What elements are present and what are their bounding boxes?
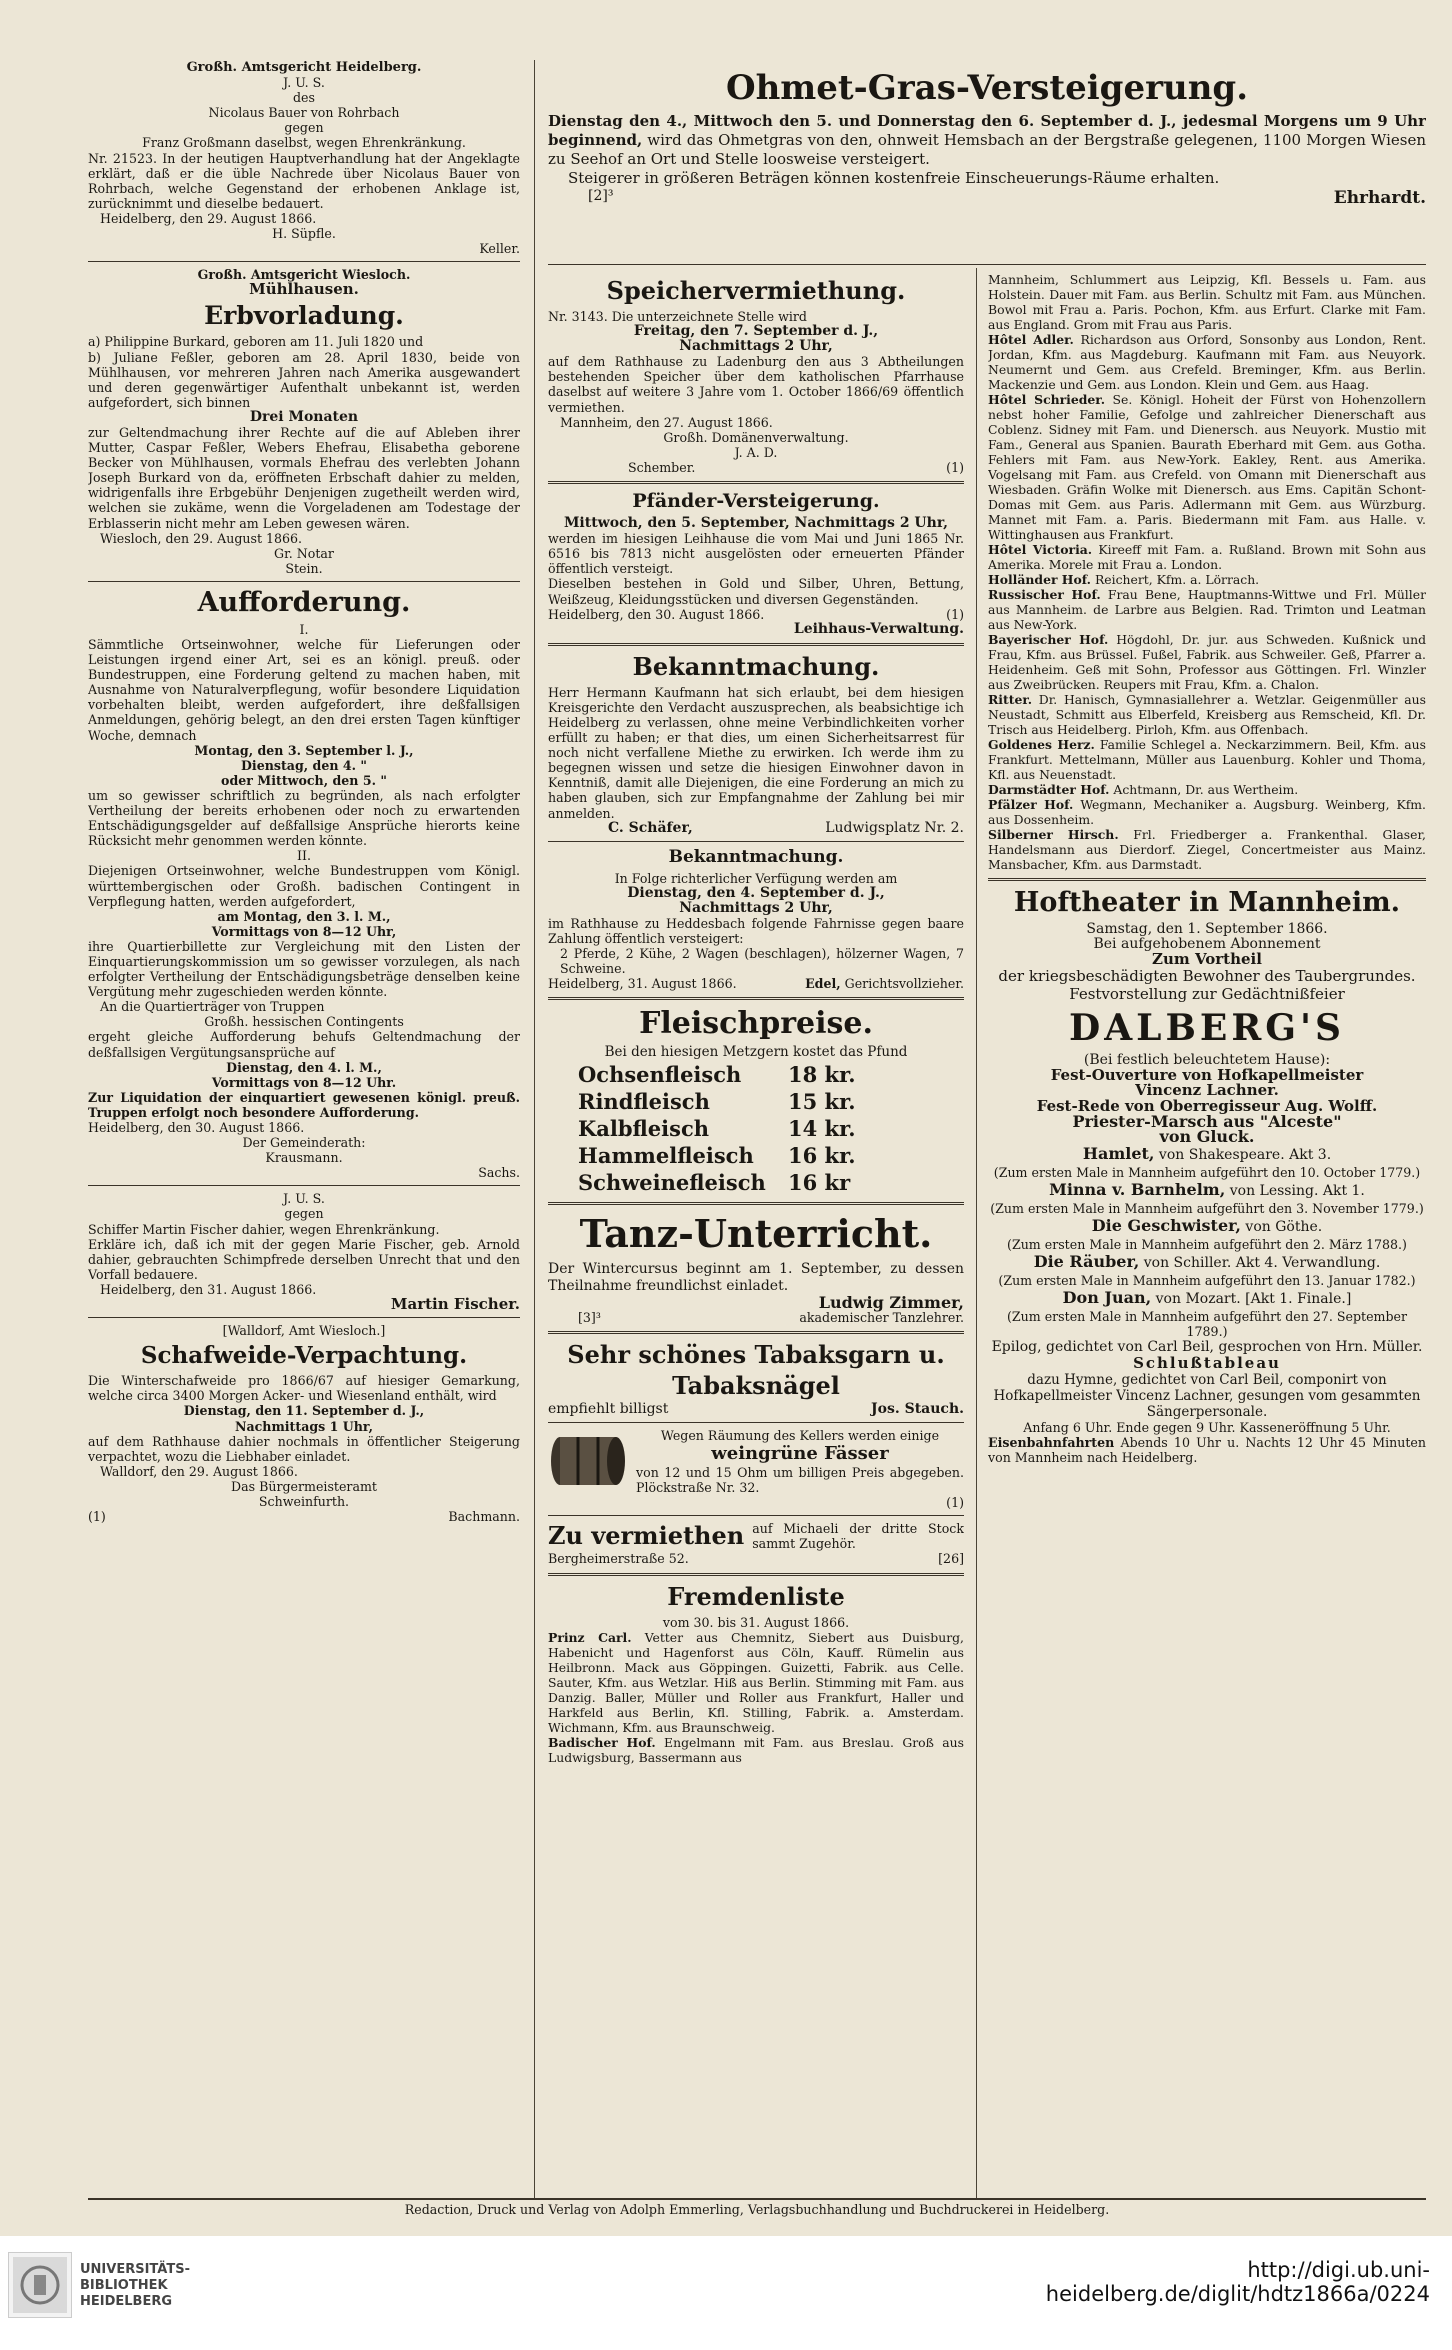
guest-entry [988, 827, 1426, 872]
aufforderung-title: Aufforderung. [197, 586, 411, 618]
address: Bergheimerstraße 52. [548, 1551, 689, 1567]
divider [548, 997, 964, 1000]
place-heading: [Walldorf, Amt Wiesloch.] [222, 1323, 386, 1339]
signature: J. A. D. [734, 444, 778, 460]
notice-text: Die Winterschafweide pro 1866/67 auf hiesiger Gemarkung, welche circa 3400 Morgen Acker- und Wiesenland enthält, wird [88, 1373, 520, 1404]
divider [548, 1515, 964, 1516]
program-item: Fest-Rede von Oberregisseur Aug. Wolff. [1036, 1096, 1378, 1115]
date-line: Heidelberg, den 31. August 1866. [100, 1281, 317, 1297]
date-line: am Montag, den 3. l. M., [217, 908, 391, 924]
signature: Edel, [805, 976, 841, 992]
fremdenliste-title: Fremdenliste [667, 1581, 845, 1611]
signature: Sachs. [478, 1165, 520, 1181]
notice-text: Schiffer Martin Fischer dahier, wegen Ehrenkränkung. [88, 1221, 440, 1237]
signature: Großh. Domänenverwaltung. [663, 429, 849, 445]
divider [88, 261, 520, 262]
program-item: dazu Hymne, gedichtet von Carl Beil, componirt von Hofkapellmeister Vincenz Lachner, gesungen vom gesammten Sängerpersonale. [993, 1371, 1421, 1420]
guest-entry [548, 1630, 964, 1735]
date-line: Heidelberg, den 30. August 1866. [548, 606, 765, 622]
date-line: oder Mittwoch, den 5. " [221, 772, 387, 788]
signature: Keller. [479, 241, 520, 257]
hotel-name: Pfälzer Hof. [988, 797, 1074, 812]
date-line: Nachmittags 2 Uhr, [679, 338, 833, 355]
text: gegen [284, 120, 324, 136]
hotel-name: Hôtel Schrieder. [988, 392, 1106, 407]
guest-list: Richardson aus Orford, Sonsonby aus London, Rent. Jordan, Kfm. aus Magdeburg. Kaufmann mit Fam. aus Neuyork. Neumernt und Gem. aus Crefeld. Breminger, Kfm. aus Berlin. Mackenzie und Gem. aus London. Klein und Gem. aus Haag. [988, 332, 1426, 392]
play-note: (Zum ersten Male in Mannheim aufgeführt den 2. März 1788.) [1007, 1237, 1407, 1253]
guest-list: Se. Königl. Hoheit der Fürst von Hohenzollern nebst hoher Familie, Gefolge und zahlreicher Dienerschaft aus Coblenz. Sidney mit Fam. und Dienersch. aus Neuyork. Mustio mit Fam., General aus Spanien. Baurath Eberhard mit Gem. aus Gotha. Fehlers mit Fam. aus New-York. Eakley, Rent. aus Amerika. Vogelsang mit Fam. aus Crefeld. von Omann mit Dienerschaft aus Wiesbaden. Gräfin Wolke mit Dienersch. aus Ems. Capitän Schont-Domas mit Gem. aus Paris. Adlermann mit Gem. aus Würzburg. Mannet mit Fam. a. Paris. Biedermann mit Fam. aus Halle. v. Wittinghausen aus Frankfurt. [988, 392, 1426, 542]
notice-text: der kriegsbeschädigten Bewohner des Taubergrundes. [998, 967, 1416, 986]
text: Nicolaus Bauer von Rohrbach [208, 105, 400, 121]
guest-list: Engelmann mit Fam. aus Breslau. Groß aus Ludwigsburg, Bassermann aus [548, 1734, 964, 1765]
rail-heading: Eisenbahnfahrten [988, 1434, 1115, 1450]
emphasis-line: Zum Vortheil [1152, 950, 1262, 969]
ad-number: [2]³ [588, 188, 614, 204]
notice-text [988, 1435, 1426, 1465]
divider [988, 878, 1426, 881]
notice-text: (Bei festlich beleuchtetem Hause): [1083, 1052, 1331, 1069]
divider [88, 1317, 520, 1318]
hotel-name: Bayerischer Hof. [988, 632, 1109, 647]
library-name[interactable] [80, 2262, 190, 2310]
guest-list: Dr. Hanisch, Gymnasiallehrer a. Wetzlar. Geigenmüller aus Neustadt, Schmitt aus Elberfeld, Kreisberg aus Remscheid, Kfl. Dr. Trisch aus Heidelberg. Pirloh, Kfm. aus Offenbach. [988, 692, 1426, 737]
notice-text: empfiehlt billigst [548, 1400, 669, 1417]
library-name-line: HEIDELBERG [80, 2294, 173, 2309]
signature: Das Bürgermeisteramt [231, 1478, 377, 1494]
play-author: von Lessing. Akt 1. [1225, 1182, 1365, 1199]
guest-list: Kireeff mit Fam. a. Rußland. Brown mit Sohn aus Amerika. Morele mit Frau a. London. [988, 542, 1426, 572]
library-logo[interactable] [8, 2252, 72, 2318]
hotel-name: Badischer Hof. [548, 1734, 656, 1750]
play-note: (Zum ersten Male in Mannheim aufgeführt den 13. Januar 1782.) [998, 1273, 1416, 1289]
meat-price: 16 kr. [788, 1142, 856, 1168]
closing-row [548, 1551, 964, 1566]
signature: Stein. [285, 560, 323, 576]
date-line: Freitag, den 7. September d. J., [633, 323, 879, 340]
court-heading: Großh. Amtsgericht Wiesloch. [197, 267, 411, 283]
meat-name: Hammelfleisch [578, 1142, 754, 1168]
place-heading: Mühlhausen. [249, 280, 359, 299]
guest-entry [548, 1735, 964, 1765]
signature: Bachmann. [448, 1509, 520, 1525]
closing-row [88, 1509, 520, 1524]
hotel-name: Ritter. [988, 692, 1033, 707]
hotel-name: Goldenes Herz. [988, 737, 1095, 752]
play-author: von Shakespeare. Akt 3. [1154, 1146, 1332, 1163]
notice-text: Diejenigen Ortseinwohner, welche Bundestruppen vom Königl. württembergischen oder Großh. badischen Contingent in Verpflegung hatten, werden aufgefordert, [88, 863, 520, 909]
tanz-title: Tanz-Unterricht. [579, 1210, 933, 1256]
signature: Ehrhardt. [1333, 188, 1426, 208]
play-title: Hamlet, [1082, 1143, 1155, 1163]
meat-name: Ochsenfleisch [578, 1061, 742, 1087]
notice-text: Erkläre ich, daß ich mit der gegen Marie Fischer, geb. Arnold dahier, gebrauchten Schimpfrede derselben Unrecht that und den Vorfall bedauere. [88, 1236, 520, 1282]
pfaender-title: Pfänder-Versteigerung. [632, 490, 880, 513]
guest-entry [988, 392, 1426, 542]
closing-row [548, 607, 964, 622]
ad-number: (1) [88, 1509, 106, 1525]
meat-name: Schweinefleisch [578, 1169, 766, 1195]
column-rule-left [534, 60, 535, 2198]
guest-entry [988, 797, 1426, 827]
date-line: Heidelberg, den 29. August 1866. [100, 210, 317, 226]
ad-number: (1) [946, 606, 964, 622]
guest-list: Frau Bene, Hauptmanns-Wittwe und Frl. Müller aus Mannheim. de Larbre aus Belgien. Rad. Trimton und Leatman aus New-York. [988, 587, 1426, 632]
program-item: Schlußtableau [1133, 1354, 1281, 1373]
price-row [578, 1115, 964, 1142]
text: des [293, 90, 315, 106]
price-table [548, 1061, 964, 1196]
date-line: Heidelberg, 31. August 1866. [548, 976, 737, 992]
ius-heading: J. U. S. [283, 75, 325, 91]
roman-numeral: II. [297, 848, 311, 864]
column-left [88, 60, 520, 2100]
notice-text: Nr. 3143. Die unterzeichnete Stelle wird [548, 309, 807, 324]
guest-list: Reichert, Kfm. a. Lörrach. [1094, 572, 1260, 587]
date-line: Montag, den 3. September l. J., [194, 742, 414, 758]
notice-text: Bei den hiesigen Metzgern kostet das Pfund [604, 1044, 908, 1061]
date-line: Nachmittags 2 Uhr, [679, 899, 833, 916]
date-line: Wiesloch, den 29. August 1866. [100, 530, 303, 546]
court-heading: Großh. Amtsgericht Heidelberg. [186, 60, 422, 75]
divider [88, 1185, 520, 1186]
signature-title: Gerichtsvollzieher. [844, 976, 964, 992]
notice-text: ergeht gleiche Aufforderung behufs Geltendmachung der deßfallsigen Vergütungsansprüche auf [88, 1029, 520, 1060]
notice-text: zur Geltendmachung ihrer Rechte auf die auf Ableben ihrer Mutter, Caspar Feßler, Webers Ehefrau, Elisabetha geborene Becker von Mühlhausen, vormals Ehefrau des verlebten Johann Joseph Burkard von da, eröffneten Erbschaft dahier zu melden, widrigenfalls ihre Erbgebühr Denjenigen zugetheilt werden wird, welchen sie zukäme, wenn die Vorgeladenen am Todestage der Erblasserin nicht mehr am Leben gewesen wären. [88, 424, 520, 531]
signature: Ludwig Zimmer, [818, 1292, 964, 1312]
notice-text: Festvorstellung zur Gedächtnißfeier [1069, 985, 1345, 1004]
divider [548, 841, 964, 842]
notice-text: um so gewisser schriftlich zu begründen, als nach erfolgter Vertheilung der bereits erhobenen oder noch zu erwartenden Entschädigungsgelder auf deßfallsige Ansprüche hierorts keine Rücksicht mehr genommen werden könnte. [88, 787, 520, 849]
guest-entry [988, 737, 1426, 782]
closing-row [548, 976, 964, 991]
notice-text: im Rathhause zu Heddesbach folgende Fahrnisse gegen baare Zahlung öffentlich versteigert: [548, 916, 964, 947]
guest-list: Mannheim, Schlummert aus Leipzig, Kfl. Bessels u. Fam. aus Holstein. Dauer mit Fam. aus Berlin. Schultz mit Fam. aus München. Bowol mit Frau a. Paris. Pochon, Kfm. aus Erfurt. Clarke mit Fam. aus England. Grom mit Frau aus Paris. [988, 272, 1426, 332]
closing-row [548, 460, 964, 475]
play-entry [988, 1216, 1426, 1237]
meat-price: 14 kr. [788, 1115, 856, 1141]
hotel-name: Prinz Carl. [548, 1629, 632, 1645]
date-line: Heidelberg, den 30. August 1866. [88, 1120, 305, 1135]
ius-heading: J. U. S. [283, 1191, 325, 1207]
guest-entry [988, 542, 1426, 572]
date-line: Vormittags von 8—12 Uhr, [211, 923, 397, 939]
ad-text [548, 112, 1426, 169]
notice-text: Dieselben bestehen in Gold und Silber, Uhren, Bettung, Weißzeug, Kleidungsstücken und diversen Gegenständen. [548, 576, 964, 607]
hotel-name: Hôtel Adler. [988, 332, 1074, 347]
vermiethen-ad [548, 1521, 964, 1551]
guest-entry [988, 692, 1426, 737]
vermiethen-title: Zu vermiethen [548, 1521, 745, 1551]
fleischpreise-title: Fleischpreise. [639, 1006, 873, 1042]
closing-row [548, 1402, 964, 1417]
play-note: (Zum ersten Male in Mannheim aufgeführt den 27. September 1789.) [1006, 1309, 1408, 1340]
meat-price: 15 kr. [788, 1088, 856, 1114]
date-line: Dienstag, den 4. " [241, 757, 367, 773]
notice-text: a) Philippine Burkard, geboren am 11. Juli 1820 und [88, 334, 424, 350]
ad-body: wird das Ohmetgras von den, ohnweit Hemsbach an der Bergstraße gelegenen, 1100 Morgen Wiesen zu Seehof an Ort und Stelle loosweise versteigert. [548, 131, 1426, 168]
tabak-title: Tabaksnägel [672, 1370, 840, 1400]
guest-entry [988, 782, 1426, 797]
date-line: Walldorf, den 29. August 1866. [100, 1463, 298, 1479]
notice-text: Nr. 21523. In der heutigen Hauptverhandlung hat der Angeklagte erklärt, daß er die üble Nachrede über Nicolaus Bauer von Rohrbach, welche Gegenstand der erhobenen Anklage ist, zurücknimmt und dieselbe bedauert. [88, 150, 520, 211]
signature: Jos. Stauch. [871, 1400, 964, 1417]
imprint-footer: Redaction, Druck und Verlag von Adolph Emmerling, Verlagsbuchhandlung und Buchdruckerei in Heidelberg. [404, 2202, 1110, 2217]
signature: Der Gemeinderath: [242, 1135, 366, 1151]
hotel-name: Russischer Hof. [988, 587, 1101, 602]
signature: Leihhaus-Verwaltung. [793, 620, 964, 637]
ad-number: (1) [946, 1495, 964, 1511]
divider [548, 1202, 964, 1205]
guest-entry [988, 332, 1426, 392]
meat-price: 16 kr [788, 1169, 851, 1195]
signature: Martin Fischer. [390, 1295, 520, 1314]
ad-number: [26] [938, 1551, 964, 1567]
notice-text: Herr Hermann Kaufmann hat sich erlaubt, bei dem hiesigen Kreisgerichte den Verdacht auszusprechen, als beabsichtige ich Heidelberg zu verlassen, ohne meine Verbindlichkeiten vorher erfüllt zu haben; er that dies, um einen Sicherheitsarrest für noch nicht verfallene Miethe zu erwirken. Ich werde ihm zu begegnen wissen und setze die hiesigen Einwohner davon in Kenntniß, damit alle Diejenigen, die eine Forderung an mich zu haben glauben, sich zur Empfangnahme der Zahlung bei mir anmelden. [548, 684, 964, 821]
meat-name: Kalbfleisch [578, 1115, 710, 1141]
notice-text: 2 Pferde, 2 Kühe, 2 Wagen (beschlagen), hölzerner Wagen, 7 Schweine. [560, 946, 964, 977]
divider [548, 1331, 964, 1334]
notice-text: Wegen Räumung des Kellers werden einige [660, 1427, 940, 1443]
price-row [578, 1142, 964, 1169]
play-entry [988, 1252, 1426, 1273]
signature: Gr. Notar [274, 545, 334, 561]
signature: C. Schäfer, [608, 819, 693, 836]
address: Ludwigsplatz Nr. 2. [825, 819, 964, 836]
library-seal-icon [9, 2253, 71, 2317]
play-entry [988, 1180, 1426, 1201]
divider [548, 264, 1426, 265]
notice-text: b) Juliane Feßler, geboren am 28. April 1830, beide von Mühlhausen, vor mehreren Jahren nach Amerika ausgewandert und deren gegenwärtiger Aufenthalt unbekannt ist, werden aufgefordert, sich binnen [88, 349, 520, 410]
ad-number: [3]³ [578, 1309, 601, 1325]
faesser-ad [548, 1428, 964, 1510]
closing-row [548, 821, 964, 836]
guest-entry [988, 572, 1426, 587]
meat-name: Rindfleisch [578, 1088, 710, 1114]
hoftheater-title: Hoftheater in Mannheim. [1013, 887, 1401, 918]
date-line: Dienstag, den 11. September d. J., [183, 1403, 425, 1419]
bekanntmachung-title: Bekanntmachung. [632, 651, 880, 681]
ad-number: (1) [946, 459, 964, 475]
column-rule-right [976, 268, 977, 2198]
notice-text: auf dem Rathhause dahier nochmals in öffentlicher Steigerung verpachtet, wozu die Liebhaber einladet. [88, 1433, 520, 1464]
closing-row [548, 1310, 964, 1325]
footer-rule [88, 2198, 1426, 2200]
column-middle [548, 272, 964, 2192]
schafweide-title: Schafweide-Verpachtung. [140, 1342, 468, 1370]
signature: Krausmann. [265, 1150, 343, 1166]
guest-list: Familie Schlegel a. Neckarzimmern. Beil, Kfm. aus Frankfurt. Mettelmann, Müller aus Lauenburg. Kohler und Thoma, Kfl. aus Neuenstadt. [988, 737, 1426, 782]
play-note: (Zum ersten Male in Mannheim aufgeführt den 10. October 1779.) [993, 1164, 1421, 1180]
price-row [578, 1061, 964, 1088]
play-author: von Göthe. [1240, 1219, 1323, 1236]
erbvorladung-title: Erbvorladung. [204, 301, 404, 331]
program-item: Epilog, gedichtet von Carl Beil, gesprochen von Hrn. Müller. [991, 1339, 1423, 1356]
date-line: Dienstag, den 4. September d. J., [627, 884, 885, 901]
signature: Schember. [628, 459, 696, 475]
price-row [578, 1169, 964, 1196]
date-line: Mannheim, den 27. August 1866. [560, 414, 773, 430]
guest-list: Wegmann, Mechaniker a. Augsburg. Weinberg, Kfm. aus Dossenheim. [988, 797, 1426, 827]
tabak-title: Sehr schönes Tabaksgarn u. [567, 1339, 945, 1369]
date-line: Samstag, den 1. September 1866. [1086, 921, 1328, 937]
divider [548, 643, 964, 646]
rail-times: Abends 10 Uhr u. Nachts 12 Uhr 45 Minuten von Mannheim nach Heidelberg. [988, 1434, 1426, 1465]
guest-list: Achtmann, Dr. aus Wertheim. [1113, 782, 1299, 797]
notice-text: An die Quartierträger von Truppen [100, 999, 325, 1015]
divider [548, 1573, 964, 1576]
ohmet-title: Ohmet-Gras-Versteigerung. [725, 68, 1249, 108]
emphasis-line: weingrüne Fässer [711, 1442, 889, 1464]
dalberg-title: DALBERG'S [1068, 1007, 1345, 1050]
date-line: Vormittags von 8—12 Uhr. [211, 1074, 397, 1090]
play-author: von Mozart. [Akt 1. Finale.] [1151, 1291, 1352, 1308]
text: Franz Großmann daselbst, wegen Ehrenkränkung. [142, 135, 466, 151]
play-title: Minna v. Barnhelm, [1049, 1179, 1226, 1199]
barrel-icon [548, 1432, 628, 1490]
ad-footer [548, 188, 1426, 208]
column-right [988, 272, 1426, 2192]
play-author: von Schiller. Akt 4. Verwandlung. [1139, 1255, 1381, 1272]
notice-text: auf dem Rathhause zu Ladenburg den aus 3 Abtheilungen bestehenden Speicher über dem katholischen Pfarrhause daselbst auf weitere 3 Jahre vom 1. October 1866/69 öffentlich vermiethen. [548, 354, 964, 415]
program-item: von Gluck. [1159, 1126, 1255, 1146]
library-name-line: BIBLIOTHEK [80, 2278, 168, 2293]
notice-text: Anfang 6 Uhr. Ende gegen 9 Uhr. Kasseneröffnung 5 Uhr. [1023, 1419, 1391, 1435]
notice-text: Bei aufgehobenem Abonnement [1093, 936, 1321, 953]
program-item: Vincenz Lachner. [1135, 1081, 1279, 1100]
ohmet-gras-ad [548, 60, 1426, 266]
ad-dates: Dienstag den 4., Mittwoch den 5. und Donnerstag den 6. September d. J., jedesmal Morgens um 9 Uhr beginnend, [548, 112, 1426, 149]
hotel-name: Holländer Hof. [988, 572, 1091, 587]
divider [88, 581, 520, 582]
guest-list: Högdohl, Dr. jur. aus Schweden. Kußnick und Frau, Kfm. aus Brüssel. Fußel, Fabrik. aus Schweiler. Geß, Pfarrer a. Heidenheim. Geß mit Sohn, Professor aus Göttingen. Frl. Winzler aus Zweibrücken. Reupers mit Frau, Kfm. a. Chalon. [988, 632, 1426, 692]
play-title: Don Juan, [1062, 1288, 1152, 1308]
ad-text: Steigerer in größeren Beträgen können kostenfreie Einscheuerungs-Räume erhalten. [568, 169, 1220, 187]
guest-list: Frl. Friedberger a. Frankenthal. Glaser, Handelsmann aus Dierdorf. Ziegel, Concertmeister aus Mainz. Mansbacher, Kfm. aus Darmstadt. [988, 827, 1426, 872]
date-line: Nachmittags 1 Uhr, [234, 1418, 374, 1434]
notice-text: Der Wintercursus beginnt am 1. September, zu dessen Theilnahme freundlichst einladet. [548, 1260, 964, 1294]
notice-text: In Folge richterlicher Verfügung werden am [614, 870, 898, 886]
date-line: Dienstag, den 4. l. M., [226, 1059, 382, 1075]
notice-text: Großh. hessischen Contingents [204, 1014, 404, 1030]
guest-entry [988, 632, 1426, 692]
library-name-line: UNIVERSITÄTS- [80, 2262, 190, 2277]
date-line: Mittwoch, den 5. September, Nachmittags 2 Uhr, [563, 515, 949, 532]
program-item: Priester-Marsch aus "Alceste" [1072, 1111, 1342, 1131]
hotel-name: Silberner Hirsch. [988, 827, 1119, 842]
notice-text: von 12 und 15 Ohm um billigen Preis abgegeben. Plöckstraße Nr. 32. [636, 1464, 964, 1496]
divider [548, 1422, 964, 1423]
play-note: (Zum ersten Male in Mannheim aufgeführt den 3. November 1779.) [990, 1200, 1424, 1216]
notice-text: ihre Quartierbillette zur Vergleichung mit den Listen der Einquartierungskommission um so gewisser vorzulegen, als nach erfolgter Vertheilung der Entschädigungsbeträge denselben keine Vergütung mehr zugeschieden werden könnte. [88, 938, 520, 1000]
meat-price: 18 kr. [788, 1061, 856, 1087]
play-title: Die Räuber, [1033, 1252, 1140, 1272]
notice-text: werden im hiesigen Leihhause die vom Mai und Juni 1865 Nr. 6516 bis 7813 nicht ausgelösten oder erneuerten Pfänder öffentlich versteigt. [548, 531, 964, 577]
hotel-name: Hôtel Victoria. [988, 542, 1093, 557]
signature: H. Süpfle. [272, 226, 336, 242]
signature-title: akademischer Tanzlehrer. [799, 1309, 964, 1325]
notice-text: auf Michaeli der dritte Stock sammt Zugehör. [752, 1521, 964, 1552]
play-title: Die Geschwister, [1091, 1216, 1241, 1236]
roman-numeral: I. [299, 621, 309, 637]
guest-list: Vetter aus Chemnitz, Siebert aus Duisburg, Habenicht und Hagenforst aus Cöln, Kauff. Rümelin aus Heilbronn. Mack aus Göppingen. Guizetti, Fabrik. aus Celle. Sauter, Kfm. aus Wetzlar. Hiß aus Berlin. Stimming mit Fam. aus Danzig. Baller, Müller und Roller aus Frankfurt, Haller und Harkfeld aus Berlin, Kfl. Stilling, Fabrik. a. Amsterdam. Wichmann, Kfm. aus Braunschweig. [548, 1629, 964, 1735]
play-entry [988, 1144, 1426, 1165]
guest-entry [988, 587, 1426, 632]
text: gegen [284, 1206, 324, 1222]
divider [548, 481, 964, 484]
notice-text: Sämmtliche Ortseinwohner, welche für Lieferungen oder Leistungen irgend einer Art, sei es an königl. preuß. oder Bundestruppen, eine Forderung geltend zu machen haben, mit Ausnahme von Naturalverpflegung, wofür besondere Liquidation vorbehalten bleibt, werden aufgefordert, ihre deßfallsigen Anmeldungen, gehörig belegt, an den drei ersten Tagen künftiger Woche, demnach [88, 637, 520, 743]
bekanntmachung-title: Bekanntmachung. [668, 846, 844, 867]
play-entry [988, 1288, 1426, 1309]
speicher-title: Speichervermiethung. [606, 276, 906, 305]
notice-text: Zur Liquidation der einquartiert gewesenen königl. preuß. Truppen erfolgt noch besondere Aufforderung. [88, 1089, 520, 1120]
price-row [578, 1088, 964, 1115]
date-line: vom 30. bis 31. August 1866. [662, 1614, 850, 1630]
emphasis-line: Drei Monaten [249, 408, 359, 425]
program-item: Fest-Ouverture von Hofkapellmeister [1050, 1066, 1364, 1085]
hotel-name: Darmstädter Hof. [988, 782, 1110, 797]
signature: Schweinfurth. [258, 1493, 350, 1509]
permalink-url[interactable]: http://digi.ub.uni-heidelberg.de/diglit/hdtz1866a/0224 [1045, 2258, 1430, 2306]
